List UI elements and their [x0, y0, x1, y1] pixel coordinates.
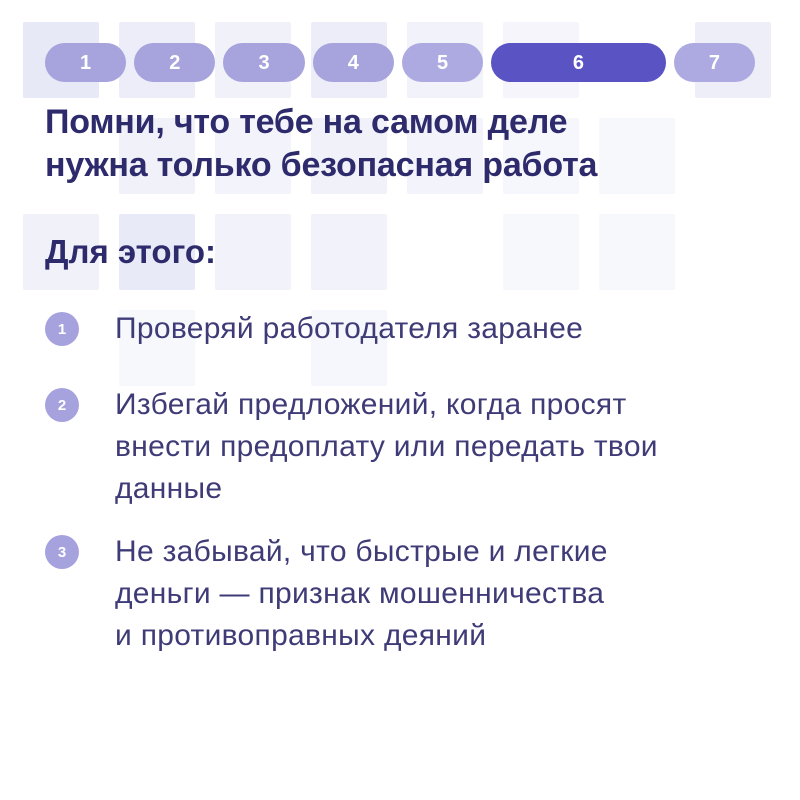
- list-item-1: [45, 308, 755, 350]
- step-text: [115, 384, 658, 510]
- section-heading: Для этого:: [45, 233, 217, 270]
- step-text-line: Не забывай, что быстрые и легкие: [115, 535, 608, 568]
- step-text: [115, 308, 583, 350]
- pagination-pill-4[interactable]: [313, 43, 394, 82]
- step-text-line: Избегай предложений, когда просят: [115, 388, 627, 421]
- page-title-line-1: Помни, что тебе на самом деле: [45, 103, 568, 141]
- steps-list: [45, 308, 755, 657]
- badge-label: 3: [57, 543, 67, 561]
- step-number-badge: [45, 312, 79, 346]
- pagination-pill-5[interactable]: [402, 43, 483, 82]
- pagination-pill-6-active[interactable]: [491, 43, 666, 82]
- pagination: [45, 43, 755, 82]
- badge-label: 2: [57, 396, 67, 414]
- pill-label: 4: [347, 51, 359, 74]
- pill-label: 3: [258, 51, 270, 74]
- pill-label: 2: [169, 51, 181, 74]
- list-item-3: [45, 531, 755, 657]
- pill-label: 5: [436, 51, 449, 74]
- pagination-pill-3[interactable]: [223, 43, 304, 82]
- step-number-badge: [45, 388, 79, 422]
- step-text-line: внести предоплату или передать твои: [115, 430, 658, 463]
- pill-label: 1: [80, 51, 92, 74]
- badge-label: 1: [57, 320, 67, 338]
- pagination-pill-1[interactable]: [45, 43, 126, 82]
- pagination-pill-7[interactable]: [674, 43, 755, 82]
- page-title-line-2: нужна только безопасная работа: [45, 146, 598, 184]
- step-text-line: Проверяй работодателя заранее: [115, 312, 584, 345]
- pill-label: 6: [572, 51, 585, 74]
- step-text-line: и противоправных деяний: [115, 619, 487, 652]
- step-text: [115, 531, 608, 657]
- step-text-line: деньги — признак мошенничества: [115, 577, 605, 610]
- page-title: [45, 101, 755, 187]
- slide-content: [0, 43, 800, 657]
- list-item-2: [45, 384, 755, 510]
- step-number-badge: [45, 535, 79, 569]
- step-text-line: данные: [115, 472, 223, 505]
- pill-label: 7: [708, 51, 720, 74]
- pagination-pill-2[interactable]: [134, 43, 215, 82]
